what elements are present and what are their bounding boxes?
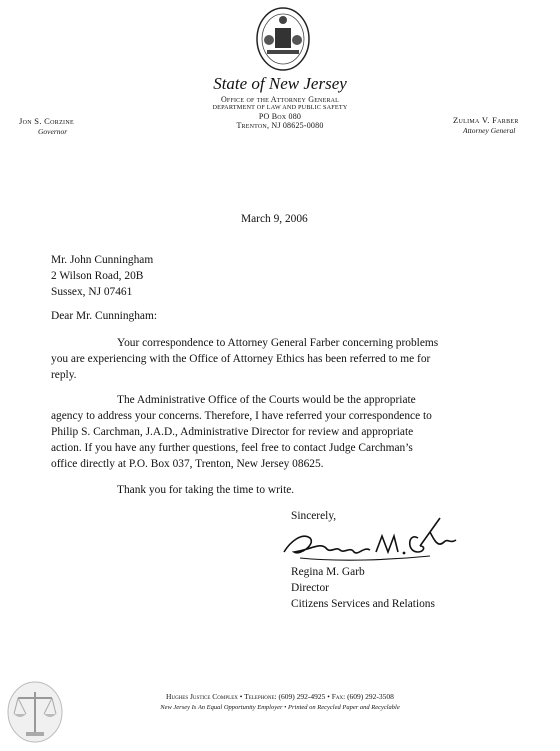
signer-name: Regina M. Garb [291,566,365,578]
attorney-general-name: Zulima V. Farber [453,115,519,125]
paragraph-line: Your correspondence to Attorney General Farber concerning problems [117,337,439,349]
governor-name: Jon S. Corzine [19,116,74,126]
handwritten-signature [280,512,460,570]
recipient-line: Mr. John Cunningham [51,254,154,266]
recipient-line: Sussex, NJ 07461 [51,286,133,299]
signer-department: Citizens Services and Relations [291,598,435,611]
recipient-line: 2 Wilson Road, 20B [51,270,144,283]
scales-of-justice-icon [6,680,64,744]
closing: Sincerely, [291,510,337,522]
paragraph-line: agency to address your concerns. Therefore, I have referred your correspondence to [51,410,432,422]
footer-contact: Hughes Justice Complex • Telephone: (609) 292-4925 • Fax: (609) 292-3508 [166,692,394,701]
letterhead-title: State of New Jersey [213,74,347,93]
paragraph-line: The Administrative Office of the Courts would be the appropriate [117,394,416,406]
paragraph-3: Thank you for taking the time to write. [117,484,295,496]
governor-title: Governor [38,127,68,136]
letter-date: March 9, 2006 [241,213,308,225]
paragraph-line: you are experiencing with the Office of Attorney Ethics has been referred to me for [51,353,431,365]
paragraph-line: Philip S. Carchman, J.A.D., Administrative Director for review and appropriate [51,426,414,438]
paragraph-line: reply. [51,369,77,381]
letterhead-city: Trenton, NJ 08625-0080 [236,121,324,130]
paragraph-line: office directly at P.O. Box 037, Trenton, New Jersey 08625. [51,458,324,470]
paragraph-line: action. If you have any further questions, feel free to contact Judge Carchman’s [51,442,413,454]
state-seal [255,6,311,72]
signer-title: Director [291,582,329,595]
signer-block [291,564,435,613]
recipient-address [51,252,153,301]
letterhead-office: Office of the Attorney General [220,95,340,104]
letterhead-department: DEPARTMENT OF LAW AND PUBLIC SAFETY [212,104,348,111]
footer-notice: New Jersey Is An Equal Opportunity Employer • Printed on Recycled Paper and Recyclable [160,704,400,711]
attorney-general-title: Attorney General [463,126,516,135]
salutation: Dear Mr. Cunningham: [51,310,157,322]
letterhead-po-box: PO Box 080 [258,112,302,121]
